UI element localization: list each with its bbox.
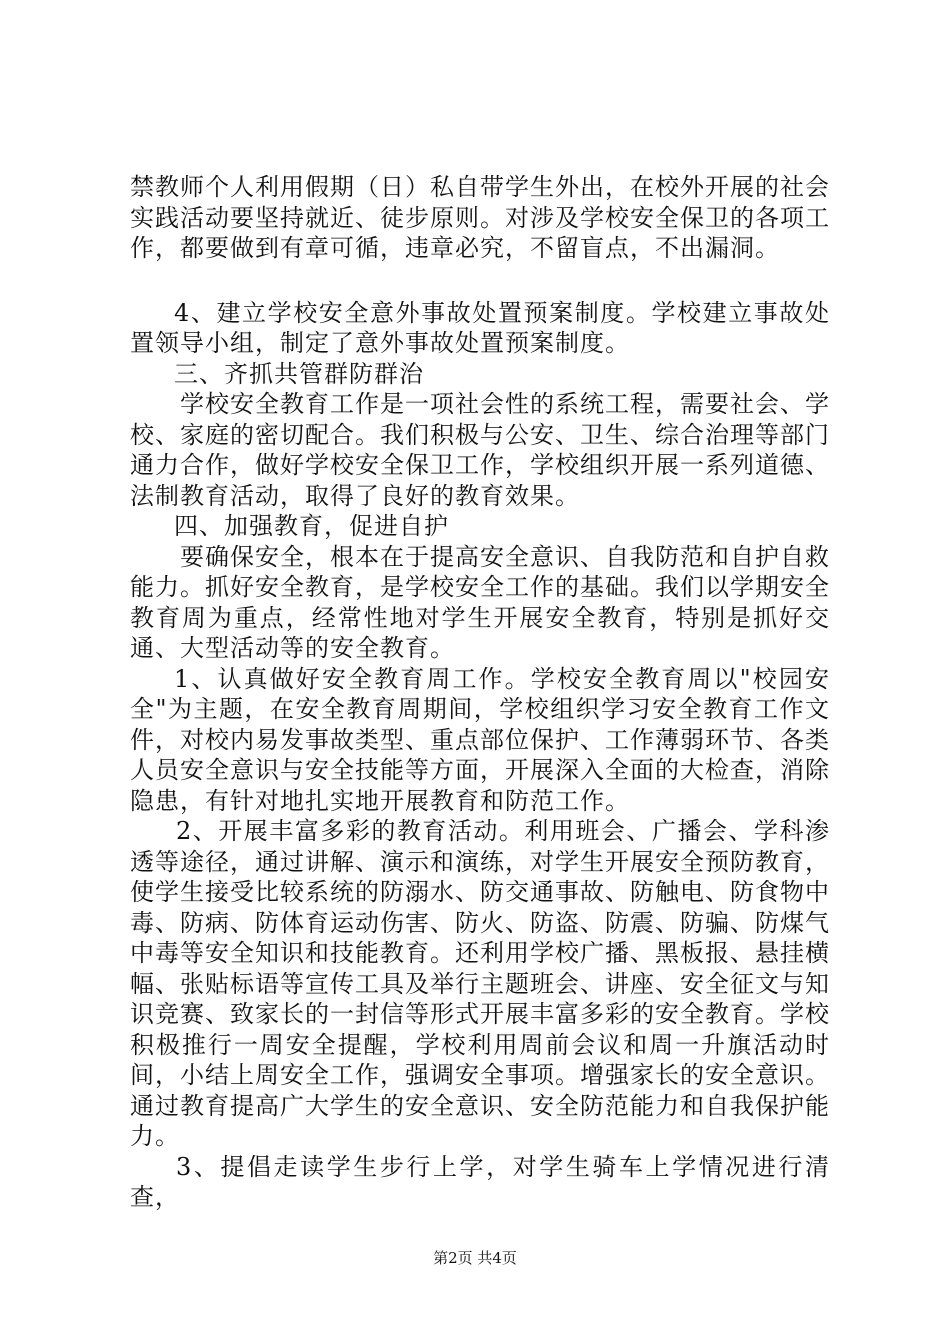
paragraph-gap bbox=[130, 264, 830, 298]
paragraph-section-4: 要确保安全，根本在于提高安全意识、自我防范和自护自救能力。抓好安全教育，是学校安全工作的基础。我们以学期安全教育周为重点，经常性地对学生开展安全教育，特别是抓好交通、大型活动等的安全教育。 bbox=[130, 542, 830, 662]
page-footer: 第2页 共4页 bbox=[433, 1249, 517, 1267]
paragraph-item-3: 3、提倡走读学生步行上学，对学生骑车上学情况进行清查， bbox=[130, 1152, 830, 1211]
document-body bbox=[130, 172, 830, 1213]
paragraph-item-4: 4、建立学校安全意外事故处置预案制度。学校建立事故处置领导小组，制定了意外事故处置预案制度。 bbox=[130, 298, 830, 357]
section-heading-4: 四、加强教育，促进自护 bbox=[174, 512, 449, 540]
paragraph-continuation: 禁教师个人利用假期（日）私自带学生外出，在校外开展的社会实践活动要坚持就近、徒步原则。对涉及学校安全保卫的各项工作，都要做到有章可循，违章必究，不留盲点，不出漏洞。 bbox=[130, 173, 830, 262]
paragraph-item-1: 1、认真做好安全教育周工作。学校安全教育周以"校园安全"为主题，在安全教育周期间，学校组织学习安全教育工作文件，对校内易发事故类型、重点部位保护、工作薄弱环节、各类人员安全意识与安全技能等方面，开展深入全面的大检查，消除隐患，有针对地扎实地开展教育和防范工作。 bbox=[130, 664, 830, 815]
paragraph-item-2: 2、开展丰富多彩的教育活动。利用班会、广播会、学科渗透等途径，通过讲解、演示和演练，对学生开展安全预防教育，使学生接受比较系统的防溺水、防交通事故、防触电、防食物中毒、防病、防体育运动伤害、防火、防盗、防震、防骗、防煤气中毒等安全知识和技能教育。还利用学校广播、黑板报、悬挂横幅、张贴标语等宣传工具及举行主题班会、讲座、安全征文与知识竞赛、致家长的一封信等形式开展丰富多彩的安全教育。学校积极推行一周安全提醒，学校利用周前会议和周一升旗活动时间，小结上周安全工作，强调安全事项。增强家长的安全意识。通过教育提高广大学生的安全意识、安全防范能力和自我保护能力。 bbox=[130, 817, 830, 1150]
paragraph-section-3: 学校安全教育工作是一项社会性的系统工程，需要社会、学校、家庭的密切配合。我们积极与公安、卫生、综合治理等部门通力合作，做好学校安全保卫工作，学校组织开展一系列道德、法制教育活动，取得了良好的教育效果。 bbox=[130, 390, 830, 510]
section-heading-3: 三、齐抓共管群防群治 bbox=[174, 359, 424, 388]
